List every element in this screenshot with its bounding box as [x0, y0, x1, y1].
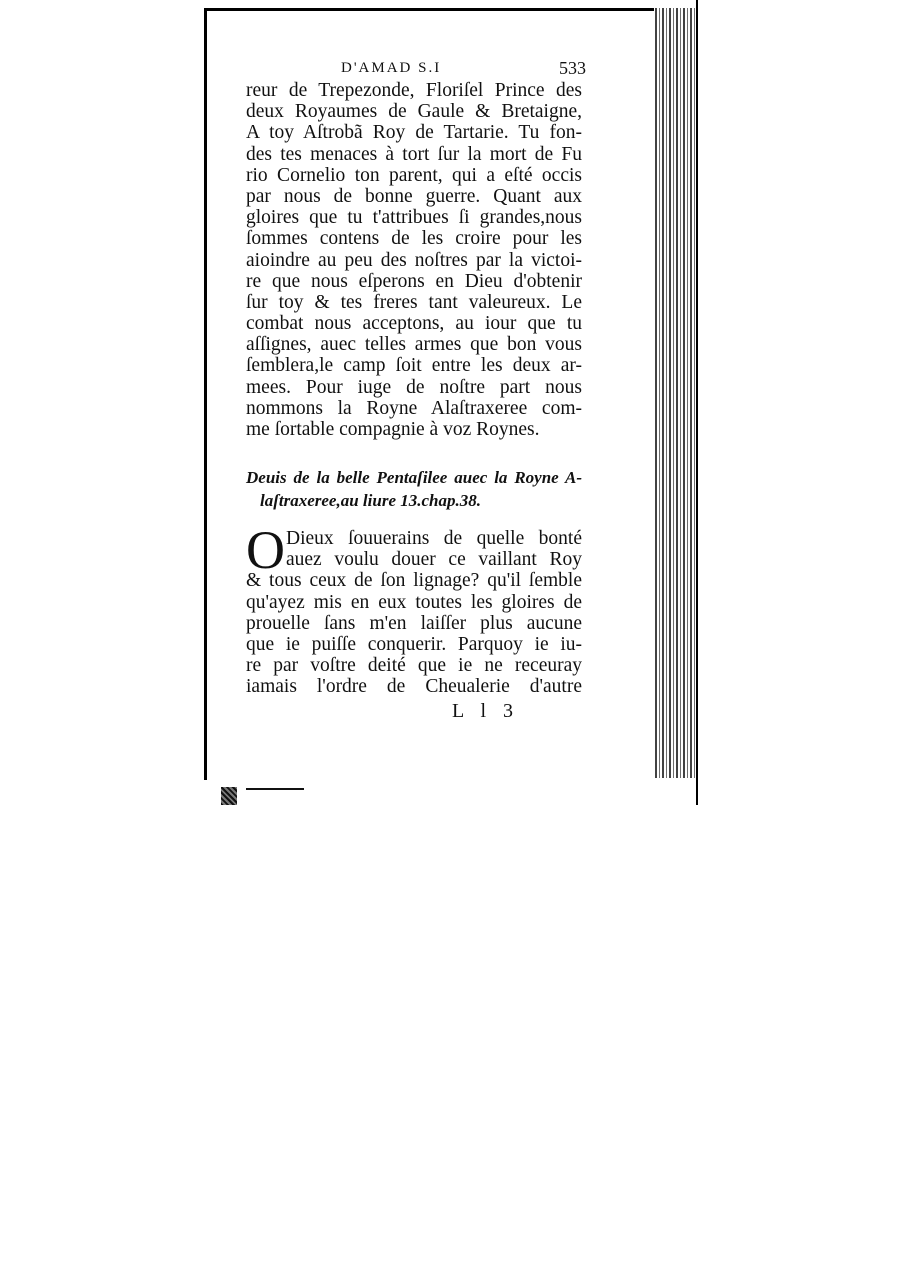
text-line: prouelle ſans m'en laiſſer plus aucune: [246, 612, 582, 634]
text-line: que ie puiſſe conquerir. Parquoy ie iu-: [246, 633, 582, 655]
text-line: aſſignes, auec telles armes que bon vous: [246, 334, 582, 356]
text-line: ſommes contens de les croire pour les: [246, 228, 582, 250]
page-top-edge: [204, 8, 654, 11]
heading-line: Deuis de la belle Pentaſilee auec la Royne A-: [246, 468, 582, 487]
scan-corner-mark: [221, 787, 237, 805]
text-line: deux Royaumes de Gaule & Bretaigne,: [246, 101, 582, 123]
text-line: aioindre au peu des noſtres par la victoi-: [246, 249, 582, 271]
book-fore-edge: [655, 8, 695, 778]
text-line: rio Cornelio ton parent, qui a eſté occis: [246, 164, 582, 186]
text-line: gloires que tu t'attribues ſi grandes,nous: [246, 207, 582, 229]
text-line: mees. Pour iuge de noſtre part nous: [246, 376, 582, 398]
text-line: combat nous acceptons, au iour que tu: [246, 313, 582, 335]
text-line: auez voulu douer ce vaillant Roy: [286, 549, 582, 571]
bottom-rule: [246, 788, 304, 790]
text-line: qu'ayez mis en eux toutes les gloires de: [246, 591, 582, 613]
heading-line: laſtraxeree,au liure 13.chap.38.: [260, 491, 481, 510]
drop-cap: O: [246, 520, 285, 580]
text-line: des tes menaces à tort ſur la mort de Fu: [246, 143, 582, 165]
text-line: iamais l'ordre de Cheualerie d'autre: [246, 676, 582, 698]
text-line: & tous ceux de ſon lignage? qu'il ſemble: [246, 570, 582, 592]
text-line: ſemblera,le camp ſoit entre les deux ar-: [246, 355, 582, 377]
page-right-rule: [696, 0, 698, 805]
text-line: Dieux ſouuerains de quelle bonté: [286, 528, 582, 549]
text-line: reur de Trepezonde, Floriſel Prince des: [246, 80, 582, 101]
page-number: 533: [559, 58, 586, 78]
paragraph-speech: [246, 520, 582, 698]
text-line: A toy Aſtrobã Roy de Tartarie. Tu fon-: [246, 122, 582, 144]
text-line: me ſortable compagnie à voz Roynes.: [246, 419, 540, 440]
signature-mark: L l 3: [452, 700, 520, 722]
text-line: nommons la Royne Alaſtraxeree com-: [246, 397, 582, 419]
text-line: ſur toy & tes freres tant valeureux. Le: [246, 291, 582, 313]
section-heading: [246, 466, 582, 512]
text-line: re que nous eſperons en Dieu d'obtenir: [246, 270, 582, 292]
paragraph-letter: [246, 80, 582, 440]
page-left-edge: [204, 8, 207, 780]
page-header: [246, 58, 586, 82]
text-line: par nous de bonne guerre. Quant aux: [246, 185, 582, 207]
running-head: D'AMAD S.I: [341, 60, 442, 76]
text-line: re par voſtre deité que ie ne receuray: [246, 655, 582, 677]
